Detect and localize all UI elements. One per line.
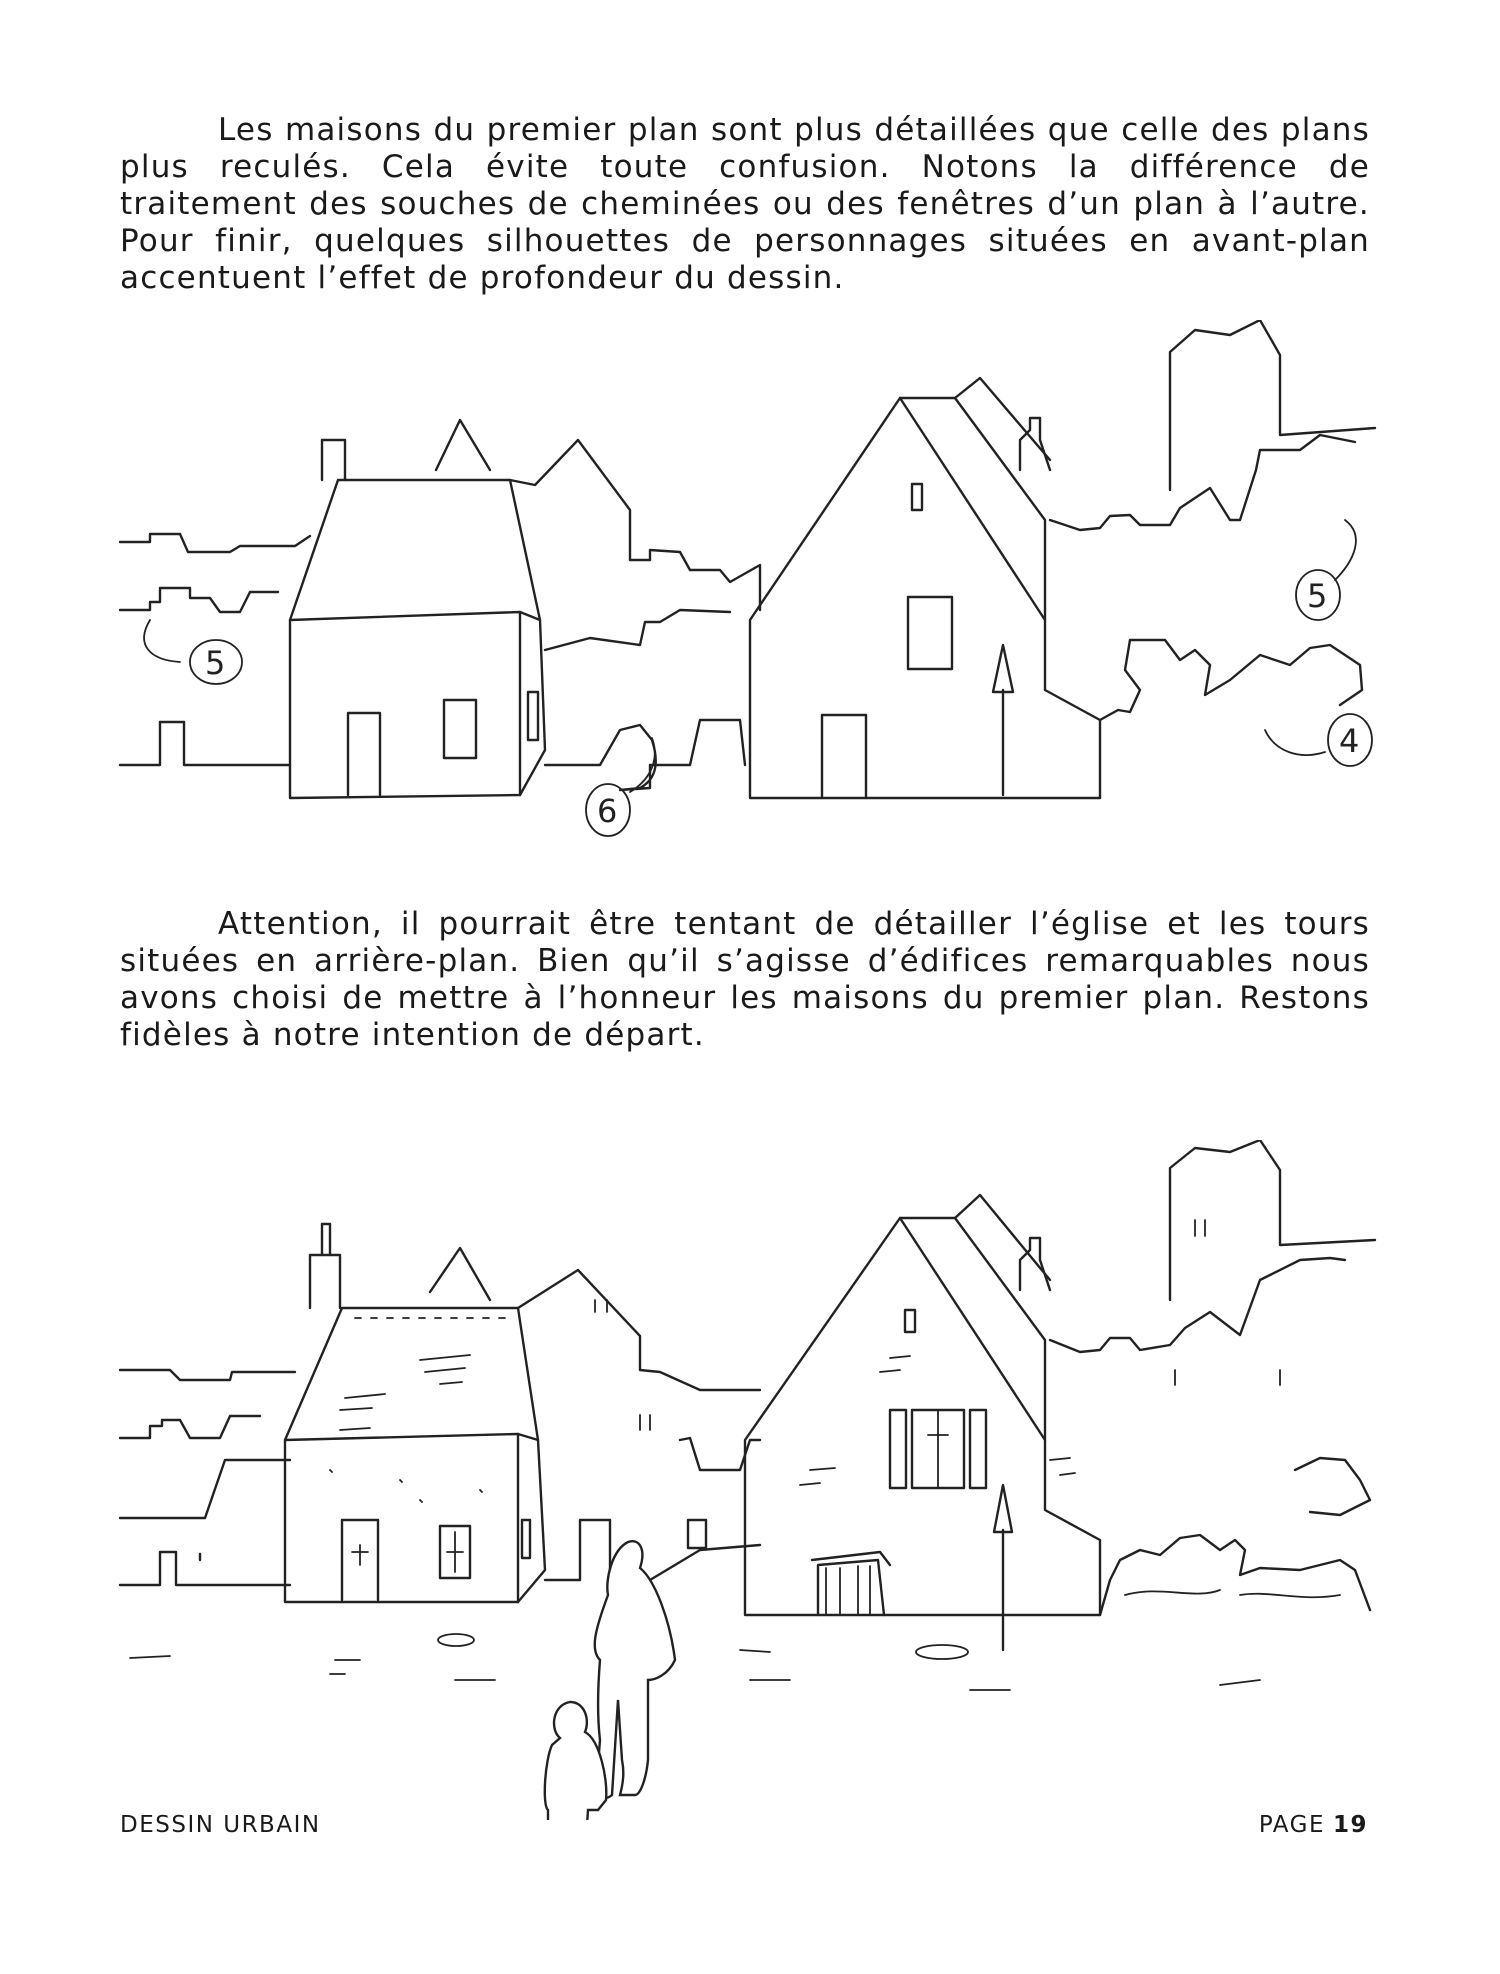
footer-book-title: DESSIN URBAIN [120, 1812, 321, 1838]
footer-page-label: PAGE [1258, 1812, 1325, 1838]
detailed-sketch [0, 1140, 1500, 1820]
attention-paragraph: Attention, il pourrait être tentant de détailler l’église et les tours situées en arrière-plan. Bien qu’il s’agisse d’édifices remarquables nous avons choisi de mettre à l’honneur les maisons du premier plan. Restons fidèles à notre intention de départ. [120, 906, 1370, 1053]
footer-page-indicator [1259, 1812, 1368, 1838]
callout-4: 4 [1339, 722, 1360, 760]
detailed-sketch-drawing [0, 1140, 1500, 1820]
callout-5-left: 5 [205, 644, 226, 682]
callout-6: 6 [597, 792, 618, 830]
callout-5-right: 5 [1307, 577, 1328, 615]
outline-sketch-drawing [0, 320, 1500, 880]
footer-page-number: 19 [1332, 1812, 1368, 1838]
intro-paragraph: Les maisons du premier plan sont plus détaillées que celle des plans plus reculés. Cela évite toute confusion. Notons la différence de traitement des souches de cheminées ou des fenêtres d’un plan à l’autre. Pour finir, quelques silhouettes de personnages situées en avant-plan accentuent l’effet de profondeur du dessin. [120, 112, 1370, 296]
outline-sketch [0, 320, 1500, 880]
